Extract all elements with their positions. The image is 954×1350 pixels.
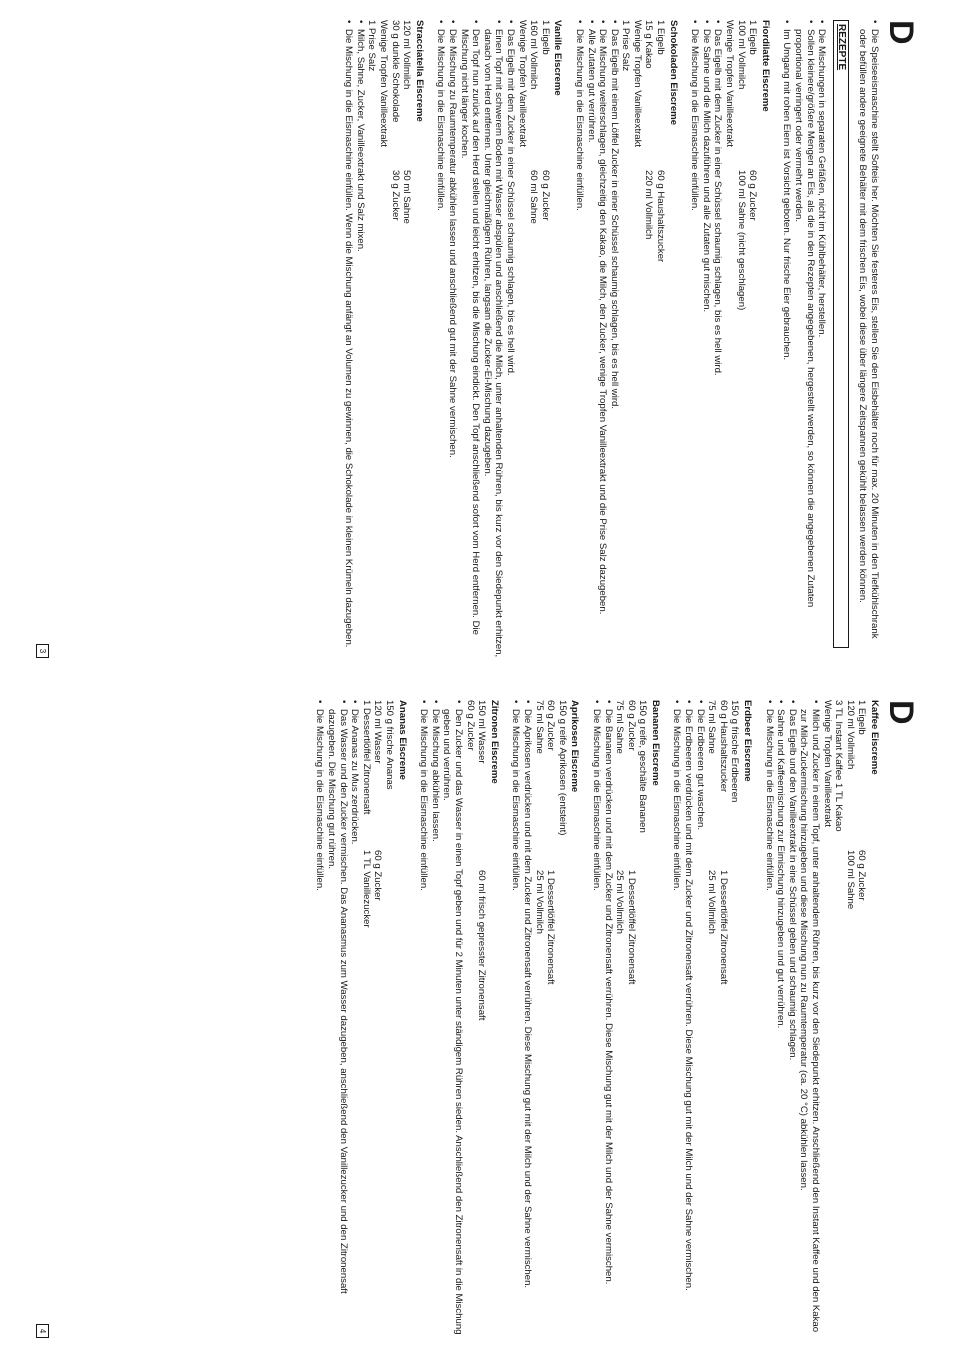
ingredient-row: 1 Eigelb 60 g Zucker — [747, 20, 759, 221]
ingredient-row: 1 Dessertlöffel Zitronensaft 1 TL Vanillezucker — [360, 700, 372, 928]
recipe-aprikosen — [510, 700, 581, 1340]
recipe-step: • Die Mischung in die Eismaschine einfüllen. — [671, 700, 683, 1340]
recipe-title: Vanille Eiscreme — [552, 20, 564, 96]
recipe-step: • Die Mischung in die Eismaschine einfüllen. — [763, 700, 775, 1340]
recipe-step: • Das Wasser und den Zucker vermischen. Das Ananasmus zum Wasser dazugeben, anschließend den Vanillezucker und den Zitronensaft dazugeben. Die Mischung gut rühren. — [325, 700, 348, 1340]
ingredient-row: 150 ml Wasser 60 ml frisch gepresster Zitronensaft — [476, 700, 488, 1021]
recipe-step: • Die Sahne und die Milch dazuführen und alle Zutaten gut mischen. — [700, 20, 712, 660]
language-marker: D — [882, 20, 920, 45]
recipe-step: • Die Mischung in die Eismaschine einfüllen. — [418, 700, 430, 1340]
page-3-content — [343, 20, 880, 660]
ingredient-row: 160 ml Vollmilch 60 ml Sahne — [528, 20, 540, 224]
recipe-fiordilatte — [689, 20, 771, 660]
recipe-bananen — [590, 700, 661, 1340]
ingredient-row: 60 g Zucker — [464, 700, 476, 751]
recipe-title: Erdbeer Eiscreme — [742, 700, 754, 782]
ingredient-row: Wenige Tropfen Vanilleextrakt — [724, 20, 736, 148]
ingredient-row: 120 ml Wasser 60 g Zucker — [372, 700, 384, 901]
page-3 — [30, 20, 920, 670]
ingredient-row: Wenige Tropfen Vanilleextrakt — [516, 20, 528, 148]
ingredient-row: 1 Prise Salz — [366, 20, 378, 72]
recipe-erdbeer — [671, 700, 753, 1340]
recipe-step: • Die Mischung abkühlen lassen. — [429, 700, 441, 1340]
ingredient-row: 3 TL Instant Kaffee 1 TL Kakao — [833, 700, 845, 832]
ingredient-row: 1 Prise Salz — [620, 20, 632, 72]
page-4 — [30, 700, 920, 1350]
recipe-step: • Das Eigelb mit einem Löffel Zucker in einer Schüssel schaumig schlagen, bis es hell wird. — [608, 20, 620, 660]
recipe-stracciatella — [343, 20, 425, 660]
recipe-step: • Die Ananas zu Mus zerdrücken. — [349, 700, 361, 1340]
recipe-title: Bananen Eiscreme — [649, 700, 661, 786]
ingredient-row: 150 g reife, geschälte Bananen — [637, 700, 649, 833]
recipe-step: • Das Eigelb mit dem Zucker in einer Schüssel schaumig schlagen, bis es hell wird. — [712, 20, 724, 660]
recipe-kaffee — [763, 700, 880, 1340]
recipe-step: • Die Mischung in die Eismaschine einfüllen. — [689, 20, 701, 660]
recipe-step: • Einen Topf mit schwerem Boden mit Wasser abspülen und anschließend die Milch, unter anhaltenden Rühren, bis kurz vor den Siedepunkt erhitzen, danach vom Herd entfernen. Unter gleichmäßigem Rühren, langsam die Zucker-Ei-Mischung dazugeben. — [481, 20, 504, 660]
recipe-step: • Die Aprikosen verdrücken und mit dem Zucker und Zitronensaft verrühren. Diese Mischung gut mit der Milch und der Sahne vermischen. — [521, 700, 533, 1340]
ingredient-row: 120 ml Vollmilch 100 ml Sahne — [844, 700, 856, 910]
recipe-step: • Die Mischung in die Eismaschine einfüllen. — [590, 700, 602, 1340]
recipe-title: Fiordilatte Eiscreme — [759, 20, 771, 112]
recipe-title: Kaffee Eiscreme — [869, 700, 880, 775]
ingredient-row: 60 g Haushaltszucker 1 Dessertlöffel Zitronensaft — [717, 700, 729, 985]
recipe-step: • Die Mischung zu Raumtemperatur abkühlen lassen und anschließend gut mit der Sahne vermischen. — [446, 20, 458, 660]
section-heading-rezepte: REZEPTE — [833, 20, 849, 648]
ingredient-row: 75 ml Sahne 25 ml Vollmilch — [706, 700, 718, 934]
ingredient-row: 1 Eigelb 60 g Zucker — [539, 20, 551, 221]
recipe-title: Zitronen Eiscreme — [488, 700, 500, 784]
recipe-step: • Die Mischung in die Eismaschine einfüllen. — [314, 700, 326, 1340]
ingredient-row: 15 g Kakao 220 ml Vollmilch — [643, 20, 655, 240]
ingredient-row: 120 ml Vollmilch 50 ml Sahne — [401, 20, 413, 224]
ingredient-row: 1 Eigelb 60 g Haushaltszucker — [655, 20, 667, 263]
intro-paragraph: • Die Speiseeismaschine stellt Softeis her. Möchten Sie festeres Eis, stellen Sie den Eisbehälter noch für max. 20 Minuten in den Tiefkühlschrank oder befüllen andere geeignete Behälter mit dem frischen Eis, wobei diese über längere Zeitspannen gekühlt belassen werden können. — [857, 20, 880, 660]
ingredient-row: 30 g dunkle Schokolade 30 g Zucker — [389, 20, 401, 221]
general-note: • Die Mischungen in separaten Gefäßen, nicht im Kühlbehälter, herstellen. — [816, 20, 828, 660]
recipe-step: • Das Eigelb mit dem Zucker in einer Schüssel schaumig schlagen, bis es hell wird. — [504, 20, 516, 660]
recipe-step: • Das Eigelb und den Vanilleextrakt in eine Schüssel geben und schaumig schlagen. — [786, 700, 798, 1340]
recipe-schokoladen — [573, 20, 678, 660]
page-4-content — [314, 700, 880, 1340]
recipe-zitronen — [418, 700, 500, 1340]
ingredient-row: 60 g Zucker 1 Dessertlöffel Zitronensaft — [625, 700, 637, 985]
ingredient-row: 75 ml Sahne 25 ml Vollmilch — [533, 700, 545, 934]
page-number: 3 — [36, 644, 49, 658]
recipe-step: • Alle Zutaten gut verrühren. — [585, 20, 597, 660]
ingredient-row: 75 ml Sahne 25 ml Vollmilch — [614, 700, 626, 934]
recipe-step: • Sahne und Kaffeemischung zur Eimischung hinzugeben und gut verrühren. — [775, 700, 787, 1340]
recipe-title: Stracciatella Eiscreme — [413, 20, 425, 122]
recipe-step: • Die Mischung weiterschlagen, gleichzeitig den Kakao, die Milch, den Zucker, wenige Tropfen Vanilleextrakt und die Prise Salz dazugeben. — [597, 20, 609, 660]
recipe-step: • Die Mischung in die Eismaschine einfüllen. — [435, 20, 447, 660]
recipe-step: • Die Mischung in die Eismaschine einfüllen. — [573, 20, 585, 660]
ingredient-row: 60 g Zucker 1 Dessertlöffel Zitronensaft — [545, 700, 557, 985]
general-note: • Sollen kleinere/größere Mengen an Eis, als die in den Rezepten angegebenen, hergestellt werden, so können die angegebenen Zutaten proportional verringert oder vermehrt werden. — [792, 20, 815, 660]
recipe-step: • Die Mischung in die Eismaschine einfüllen. Wenn die Mischung anfängt an Volumen zu gewinnen, die Schokolade in kleinen Krümeln dazugeben. — [343, 20, 355, 660]
ingredient-row: 150 g reife Aprikosen (entsteint) — [556, 700, 568, 836]
recipe-step: • Die Erdbeeren gut waschen. — [694, 700, 706, 1340]
page-number: 4 — [36, 1324, 49, 1338]
recipe-title: Aprikosen Eiscreme — [569, 700, 581, 793]
ingredient-row: 1 Eigelb 60 g Zucker — [856, 700, 868, 901]
ingredient-row: 150 g frische Ananas — [384, 700, 396, 790]
recipe-title: Schokoladen Eiscreme — [667, 20, 679, 126]
recipe-ananas — [314, 700, 408, 1340]
recipe-step: • Den Zucker und das Wasser in einen Topf geben und für 2 Minuten unter ständigem Rühren sieden. Anschließend den Zitronensaft in die Mischung geben und verrühren. — [441, 700, 464, 1340]
recipe-step: • Die Mischung in die Eismaschine einfüllen. — [510, 700, 522, 1340]
recipe-vanille — [435, 20, 564, 660]
ingredient-row: Wenige Tropfen Vanilleextrakt — [378, 20, 390, 148]
recipe-title: Ananas Eiscreme — [396, 700, 408, 780]
recipe-step: • Die Erdbeeren verdrücken und mit dem Zucker und Zitronensaft verrühren. Diese Mischung gut mit der Milch und der Sahne vermischen. — [683, 700, 695, 1340]
ingredient-row: Wenige Tropfen Vanilleextrakt — [631, 20, 643, 148]
ingredient-row: 100 ml Vollmilch 100 ml Sahne (nicht geschlagen) — [735, 20, 747, 311]
recipe-step: • Den Topf nun zurück auf den Herd stellen und leicht erhitzen, bis die Mischung eindickt. Den Topf anschließend sofort vom Herd entfernen. Die Mischung nicht länger kochen. — [458, 20, 481, 660]
ingredient-row: Wenige Tropfen Vanilleextrakt — [821, 700, 833, 828]
recipe-step: • Milch, Sahne, Zucker, Vanilleextrakt und Salz mixen. — [354, 20, 366, 660]
recipe-step: • Milch und Zucker in einem Topf, unter anhaltendem Rühren, bis kurz vor den Siedepunkt erhitzen. Anschließend den Instant Kaffee und den Kakao zur Milch-Zuckermischung hinzugeben und diese Mischung nun zu Raumtemperatur (ca. 20 °C) abkühlen lassen. — [798, 700, 821, 1340]
language-marker: D — [882, 700, 920, 725]
ingredient-row: 150 g frische Erdbeeren — [729, 700, 741, 803]
recipe-step: • Die Bananen verdrücken und mit dem Zucker und Zitronensaft verrühren. Diese Mischung gut mit der Milch und der Sahne vermischen. — [602, 700, 614, 1340]
general-note: • Im Umgang mit rohen Eiern ist Vorsicht geboten. Nur frische Eier gebrauchen. — [781, 20, 793, 660]
